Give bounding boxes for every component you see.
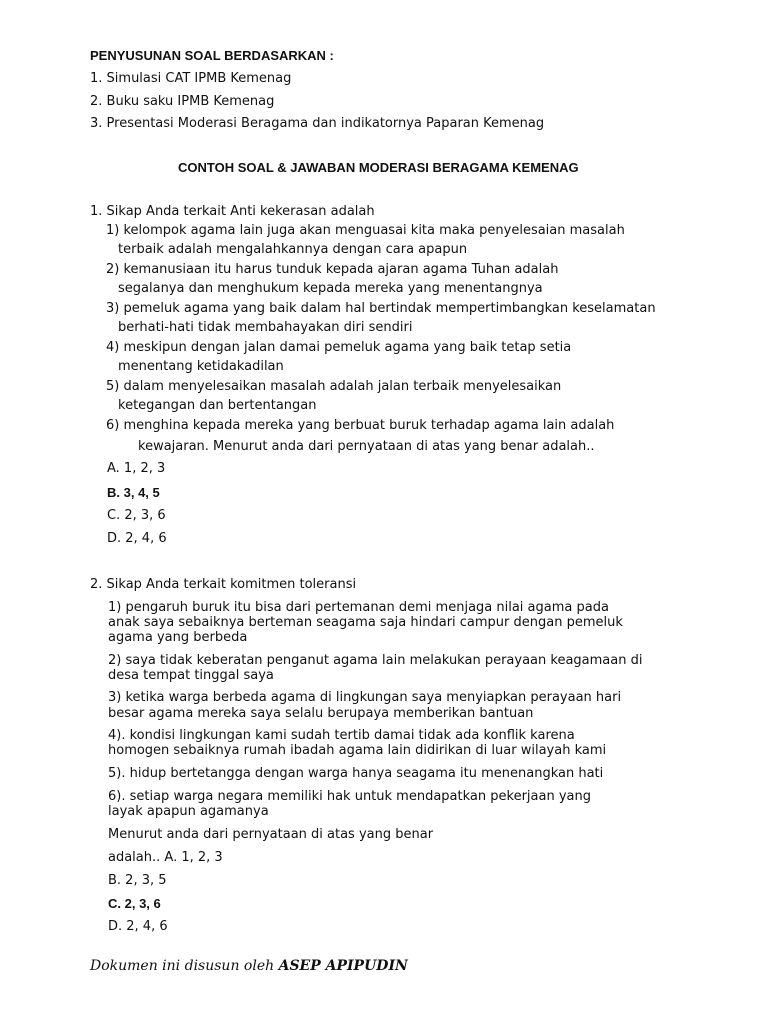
q2-statement-line: 5). hidup bertetangga dengan warga hanya seagama itu menenangkan hati xyxy=(108,766,604,781)
q2-statement-line: 2) saya tidak keberatan penganut agama lain melakukan perayaan keagamaan di xyxy=(108,653,643,668)
q1-statement-line: 5) dalam menyelesaikan masalah adalah jalan terbaik menyelesaikan xyxy=(106,379,562,394)
q2-option-b: B. 2, 3, 5 xyxy=(108,873,167,888)
footer-credit xyxy=(90,958,408,974)
q2-statement-line: adalah.. A. 1, 2, 3 xyxy=(108,850,223,865)
q2-statement-line: besar agama mereka saya selalu berupaya memberikan bantuan xyxy=(108,706,534,721)
header-title: PENYUSUNAN SOAL BERDASARKAN : xyxy=(90,48,334,63)
q1-statement-line: menentang ketidakadilan xyxy=(118,359,284,374)
q1-statement-line: 4) meskipun dengan jalan damai pemeluk agama yang baik tetap setia xyxy=(106,340,572,355)
section-title: CONTOH SOAL & JAWABAN MODERASI BERAGAMA KEMENAG xyxy=(178,160,579,175)
q2-statement-line: Menurut anda dari pernyataan di atas yang benar xyxy=(108,827,434,842)
q1-statement-line: 2) kemanusiaan itu harus tunduk kepada ajaran agama Tuhan adalah xyxy=(106,262,559,277)
q2-statement-line: 1) pengaruh buruk itu bisa dari pertemanan demi menjaga nilai agama pada xyxy=(108,600,609,615)
q2-statement-line: desa tempat tinggal saya xyxy=(108,668,274,683)
q1-option-c: C. 2, 3, 6 xyxy=(107,508,166,523)
q2-statement-line: 3) ketika warga berbeda agama di lingkungan saya menyiapkan perayaan hari xyxy=(108,690,622,705)
q1-statement-line: berhati-hati tidak membahayakan diri sendiri xyxy=(118,320,413,335)
q2-statement-line: layak apapun agamanya xyxy=(108,804,269,819)
q2-statement-line: 4). kondisi lingkungan kami sudah tertib damai tidak ada konflik karena xyxy=(108,728,575,743)
q1-statement-line: terbaik adalah mengalahkannya dengan cara apapun xyxy=(118,242,468,257)
q1-option-d: D. 2, 4, 6 xyxy=(107,531,167,546)
q2-option-c-answer: C. 2, 3, 6 xyxy=(108,896,161,911)
footer-prefix: Dokumen ini disusun oleh xyxy=(90,958,279,974)
footer-author: ASEP APIPUDIN xyxy=(278,958,408,974)
q2-statement-line: anak saya sebaiknya berteman seagama saja hindari campur dengan pemeluk xyxy=(108,615,623,630)
source-item-2: 2. Buku saku IPMB Kemenag xyxy=(90,94,275,109)
q1-statement-line: 3) pemeluk agama yang baik dalam hal bertindak mempertimbangkan keselamatan xyxy=(106,301,656,316)
question-1: 1. Sikap Anda terkait Anti kekerasan adalah xyxy=(90,204,375,219)
q2-option-d: D. 2, 4, 6 xyxy=(108,919,168,934)
q2-statement-line: agama yang berbeda xyxy=(108,630,248,645)
question-2: 2. Sikap Anda terkait komitmen toleransi xyxy=(90,577,357,592)
q2-statement-line: homogen sebaiknya rumah ibadah agama lain didirikan di luar wilayah kami xyxy=(108,743,607,758)
q1-statement-line: kewajaran. Menurut anda dari pernyataan di atas yang benar adalah.. xyxy=(138,439,595,454)
q1-option-a: A. 1, 2, 3 xyxy=(107,461,166,476)
q1-option-b-answer: B. 3, 4, 5 xyxy=(107,485,160,500)
source-item-3: 3. Presentasi Moderasi Beragama dan indikatornya Paparan Kemenag xyxy=(90,116,545,131)
q1-statement-line: ketegangan dan bertentangan xyxy=(118,398,317,413)
q2-statement-line: 6). setiap warga negara memiliki hak untuk mendapatkan pekerjaan yang xyxy=(108,789,591,804)
q1-statement-line: 1) kelompok agama lain juga akan menguasai kita maka penyelesaian masalah xyxy=(106,223,625,238)
source-item-1: 1. Simulasi CAT IPMB Kemenag xyxy=(90,71,292,86)
q1-statement-line: 6) menghina kepada mereka yang berbuat buruk terhadap agama lain adalah xyxy=(106,418,615,433)
q1-statement-line: segalanya dan menghukum kepada mereka yang menentangnya xyxy=(118,281,543,296)
